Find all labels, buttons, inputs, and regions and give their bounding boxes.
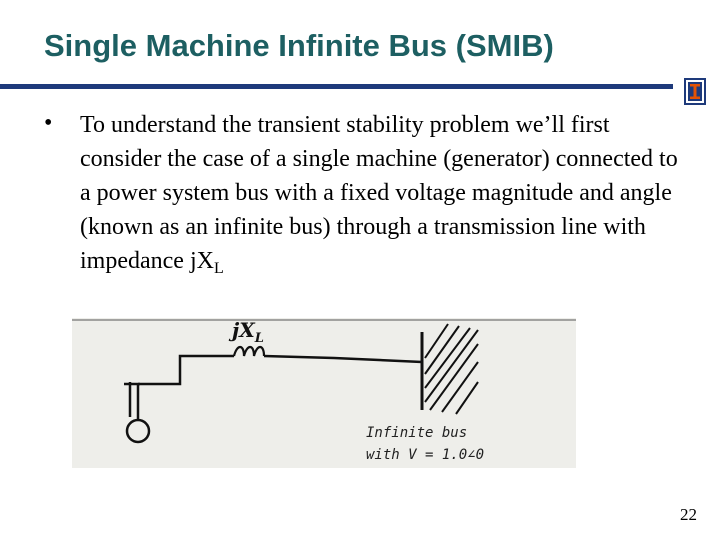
caption-line-2: with V = 1.0∠0 — [366, 447, 485, 463]
title-divider — [0, 84, 673, 89]
caption-line-1: Infinite bus — [366, 425, 468, 441]
line-impedance-label: $jX_L$ — [232, 318, 264, 346]
bullet-text — [80, 108, 680, 278]
bullet-marker: • — [44, 110, 53, 136]
circuit-drawing — [72, 318, 576, 468]
university-logo-icon — [684, 78, 706, 105]
slide-title: Single Machine Infinite Bus (SMIB) — [44, 28, 554, 63]
infinite-bus-caption — [366, 422, 484, 466]
bullet-text-main: To understand the transient stability problem we’ll first consider the case of a single machine (generator) connected to a power system bus with a fixed voltage magnitude and angle (known as an infinite bus) through a transmission line with impedance jX — [80, 112, 678, 274]
smib-circuit-sketch — [72, 318, 576, 468]
bullet-subscript: L — [213, 260, 224, 277]
page-number: 22 — [680, 505, 697, 524]
